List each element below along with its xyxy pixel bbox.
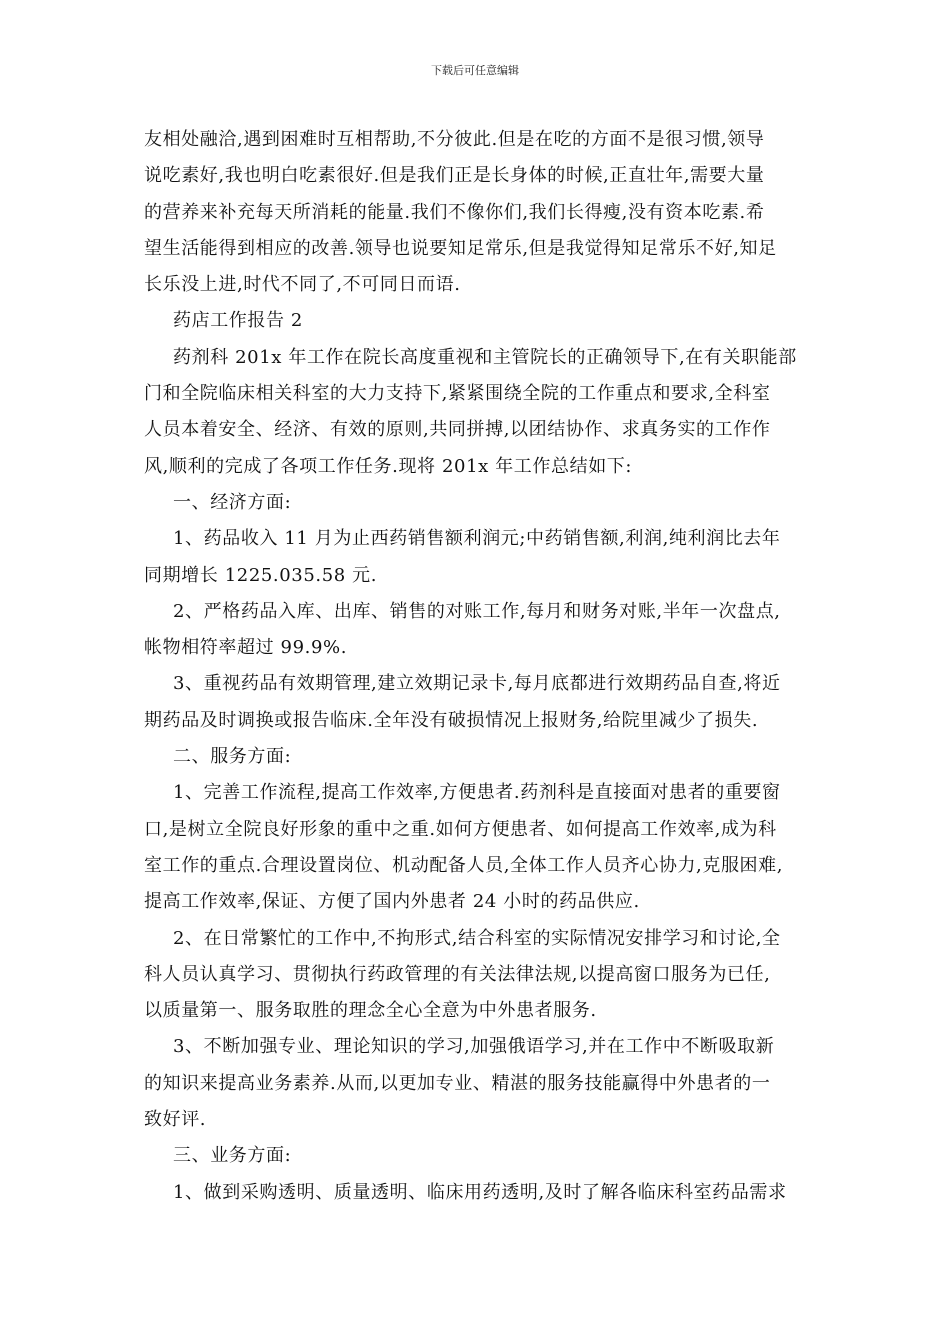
text-line: 3、不断加强专业、理论知识的学习,加强俄语学习,并在工作中不断吸取新 [173, 1036, 775, 1058]
text-line: 药剂科 201x 年工作在院长高度重视和主管院长的正确领导下,在有关职能部 [173, 346, 797, 368]
section-heading: 二、服务方面: [173, 746, 292, 768]
text-line: 同期增长 1225.035.58 元. [144, 564, 378, 586]
text-line: 期药品及时调换或报告临床.全年没有破损情况上报财务,给院里减少了损失. [144, 709, 759, 731]
text-line: 说吃素好,我也明白吃素很好.但是我们正是长身体的时候,正直壮年,需要大量 [144, 165, 765, 187]
text-line: 望生活能得到相应的改善.领导也说要知足常乐,但是我觉得知足常乐不好,知足 [144, 237, 777, 259]
text-line: 2、在日常繁忙的工作中,不拘形式,结合科室的实际情况安排学习和讨论,全 [173, 927, 781, 949]
text-line: 1、做到采购透明、质量透明、临床用药透明,及时了解各临床科室药品需求 [173, 1181, 787, 1203]
text-line: 的营养来补充每天所消耗的能量.我们不像你们,我们长得瘦,没有资本吃素.希 [144, 201, 765, 223]
text-line: 长乐没上进,时代不同了,不可同日而语. [144, 274, 461, 296]
text-line: 致好评. [144, 1109, 207, 1131]
text-line: 风,顺利的完成了各项工作任务.现将 201x 年工作总结如下: [144, 455, 633, 477]
text-line: 的知识来提高业务素养.从而,以更加专业、精湛的服务技能赢得中外患者的一 [144, 1072, 771, 1094]
text-line: 人员本着安全、经济、有效的原则,共同拼搏,以团结协作、求真务实的工作作 [144, 419, 771, 441]
text-line: 3、重视药品有效期管理,建立效期记录卡,每月底都进行效期药品自查,将近 [173, 673, 781, 695]
document-body [144, 122, 808, 1211]
page-header: 下载后可任意编辑 [431, 64, 519, 77]
text-line: 帐物相符率超过 99.9%. [144, 637, 348, 659]
text-line: 以质量第一、服务取胜的理念全心全意为中外患者服务. [144, 1000, 597, 1022]
section-title: 药店工作报告 2 [173, 310, 303, 332]
section-heading: 一、经济方面: [173, 491, 292, 513]
text-line: 1、药品收入 11 月为止西药销售额利润元;中药销售额,利润,纯利润比去年 [173, 528, 781, 550]
text-line: 科人员认真学习、贯彻执行药政管理的有关法律法规,以提高窗口服务为已任, [144, 963, 771, 985]
text-line: 友相处融洽,遇到困难时互相帮助,不分彼此.但是在吃的方面不是很习惯,领导 [144, 129, 765, 150]
section-heading: 三、业务方面: [173, 1145, 292, 1167]
text-line: 提高工作效率,保证、方便了国内外患者 24 小时的药品供应. [144, 891, 640, 913]
text-line: 室工作的重点.合理设置岗位、机动配备人员,全体工作人员齐心协力,克服困难, [144, 854, 784, 876]
text-line: 门和全院临床相关科室的大力支持下,紧紧围绕全院的工作重点和要求,全科室 [144, 383, 771, 405]
text-line: 2、严格药品入库、出库、销售的对账工作,每月和财务对账,半年一次盘点, [173, 600, 781, 622]
text-line: 1、完善工作流程,提高工作效率,方便患者.药剂科是直接面对患者的重要窗 [173, 782, 781, 804]
text-line: 口,是树立全院良好形象的重中之重.如何方便患者、如何提高工作效率,成为科 [144, 818, 777, 840]
